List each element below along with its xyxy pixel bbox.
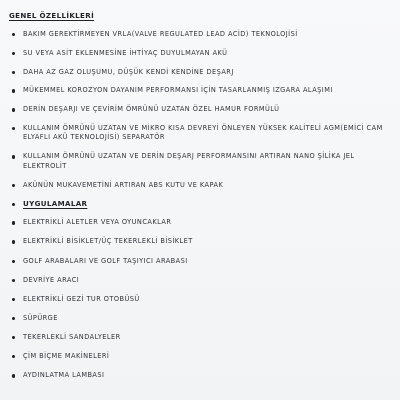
features-heading [9,11,390,21]
applications-section [9,199,390,380]
bullet-icon [12,374,15,377]
list-item-text: ELEKTRİKLİ ALETLER VEYA OYUNCAKLAR [23,218,172,227]
bullet-icon [12,108,15,111]
list-item-text: SU VEYA ASİT EKLENMESİNE İHTİYAÇ DUYULMAYAN AKÜ [23,48,228,57]
bullet-icon [12,279,15,282]
list-item-text: DAHA AZ GAZ OLUŞUMU, DÜŞÜK KENDİ KENDİNE DEŞARJ [23,67,234,76]
list-item-text: BAKIM GEREKTİRMEYEN VRLA(VALVE REGULATED LEAD ACİD) TEKNOLOJİSİ [23,30,298,38]
list-item [9,257,390,267]
list-item [9,30,390,40]
list-item [9,333,390,343]
list-item [9,68,390,78]
bullet-icon [12,155,15,158]
bullet-icon [12,71,15,74]
list-item [9,105,390,115]
list-item [9,181,390,191]
bullet-icon [12,355,15,358]
list-item-text: AKÜNÜN MUKAVEMETİNİ ARTIRAN ABS KUTU VE KAPAK [23,180,224,189]
features-heading-text: GENEL ÖZELLİKLERİ [9,11,95,20]
list-item-text: ELEKTRİKLİ GEZİ TUR OTOBÜSÜ [23,294,140,303]
list-item-text: SÜPÜRGE [23,313,58,322]
list-item-text: ÇİM BİÇME MAKİNELERİ [23,352,110,361]
bullet-icon [12,203,15,206]
list-item-text: KULLANIM ÖMRÜNÜ UZATAN VE MİKRO KISA DEVREYİ ÖNLEYEN YÜKSEK KALİTELİ AGM(EMİCİ CAM ELYAFLI AKÜ TEKNOLOJİSİ) SEPARATÖR [23,123,383,142]
list-item-text: GOLF ARABALARI VE GOLF TAŞIYICI ARABASI [23,256,188,265]
list-item-text: MÜKEMMEL KOROZYON DAYANIM PERFORMANSI İÇİN TASARLANMIŞ IZGARA ALAŞIMI [23,86,333,95]
bullet-icon [12,184,15,187]
bullet-icon [12,52,15,55]
features-list [9,30,390,190]
bullet-icon [12,298,15,301]
list-item-text: TEKERLEKLİ SANDALYELER [23,332,121,341]
features-section [9,11,390,190]
list-item [9,152,390,171]
applications-heading [9,199,390,209]
list-item [9,314,390,324]
bullet-icon [12,89,15,92]
list-item [9,276,390,286]
applications-heading-text: UYGULAMALAR [23,199,88,209]
bullet-icon [12,33,15,36]
list-item [9,352,390,362]
list-item-text: AYDINLATMA LAMBASI [23,371,105,380]
list-item-text: DERİN DEŞARJI VE ÇEVİRİM ÖMRÜNÜ UZATAN ÖZEL HAMUR FORMÜLÜ [23,105,280,114]
list-item-text: DEVRİYE ARACI [23,275,80,284]
list-item [9,86,390,96]
bullet-icon [12,260,15,263]
bullet-icon [12,127,15,130]
list-item [9,295,390,305]
bullet-icon [12,221,15,224]
list-item [9,371,390,381]
list-item [9,49,390,59]
list-item [9,218,390,228]
bullet-icon [12,240,15,243]
bullet-icon [12,336,15,339]
applications-list [9,218,390,380]
list-item-text: KULLANIM ÖMRÜNÜ UZATAN VE DERİN DEŞARJ PERFORMANSINI ARTIRAN NANO ŞİLİKA JEL ELEKTROLİT [23,152,355,170]
list-item [9,124,390,143]
bullet-icon [12,317,15,320]
list-item [9,237,390,247]
list-item-text: ELEKTRİKLİ BİSİKLET/ÜÇ TEKERLEKLİ BİSİKLET [23,237,193,246]
